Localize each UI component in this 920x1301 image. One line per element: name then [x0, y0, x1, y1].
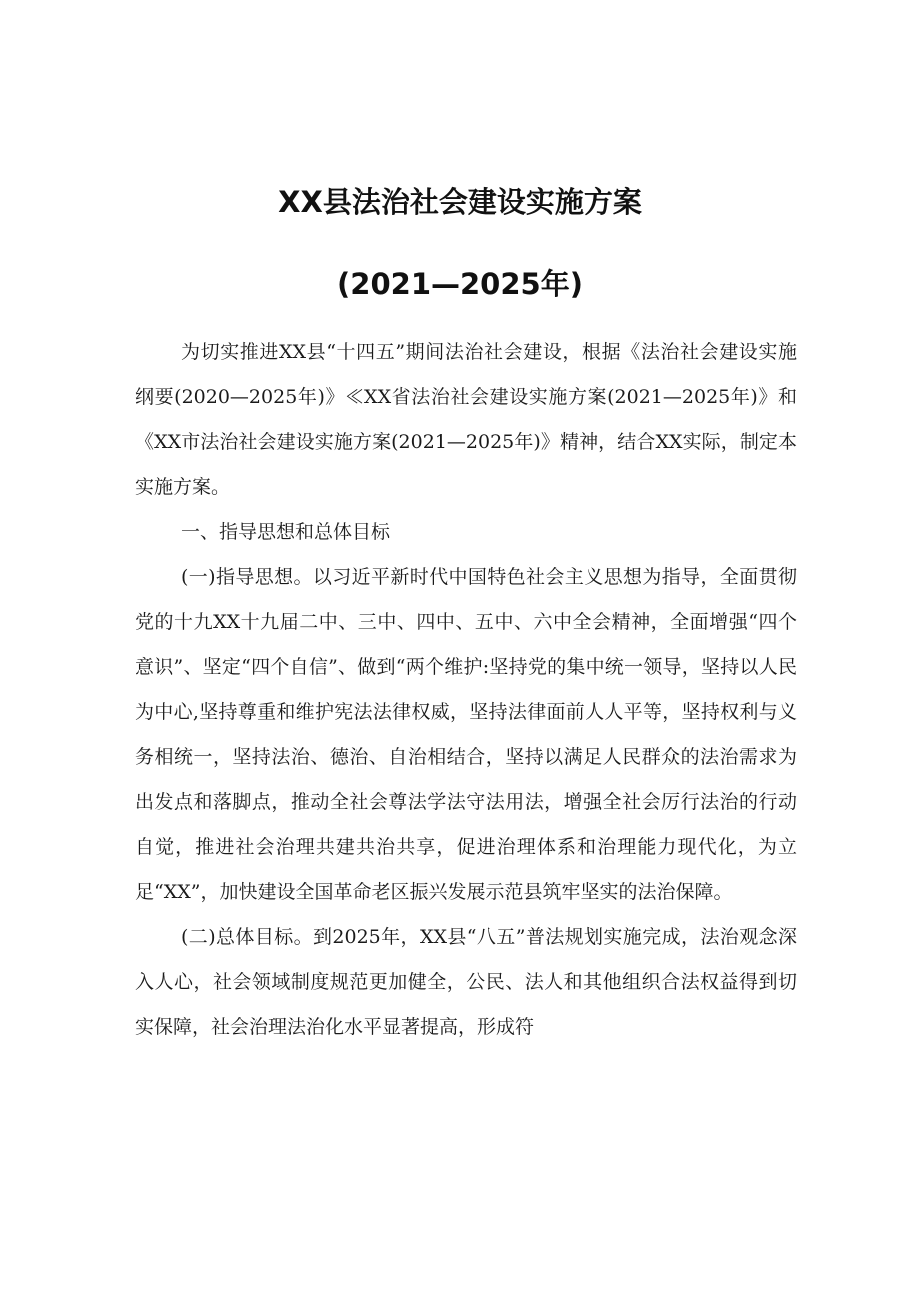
section-heading: 一、指导思想和总体目标	[181, 521, 391, 543]
overall-goal-paragraph: (二)总体目标。到2025年，XX县“八五”普法规划实施完成，法治观念深入人心，社会领域制度规范更加健全，公民、法人和其他组织合法权益得到切实保障，社会治理法治化水平显著提高，形成符	[135, 926, 797, 1038]
intro-paragraph: 为切实推进XX县“十四五”期间法治社会建设，根据《法治社会建设实施纲要(2020—2025年)》≪XX省法治社会建设实施方案(2021—2025年)》和《XX市法治社会建设实施方案(2021—2025年)》精神，结合XX实际，制定本实施方案。	[135, 341, 797, 498]
guiding-thought-paragraph: (一)指导思想。以习近平新时代中国特色社会主义思想为指导，全面贯彻党的十九XX十九届二中、三中、四中、五中、六中全会精神，全面增强“四个意识”、坚定“四个自信”、做到“两个维护:坚持党的集中统一领导，坚持以人民为中心,坚持尊重和维护宪法法律权威，坚持法律面前人人平等，坚持权利与义务相统一，坚持法治、德治、自治相结合，坚持以满足人民群众的法治需求为出发点和落脚点，推动全社会尊法学法守法用法，增强全社会厉行法治的行动自觉，推进社会治理共建共治共享，促进治理体系和治理能力现代化，为立足“XX”，加快建设全国革命老区振兴发展示范县筑牢坚实的法治保障。	[135, 566, 797, 903]
document-subtitle: (2021—2025年)	[337, 267, 583, 301]
document-body	[135, 330, 797, 1050]
document-title: XX县法治社会建设实施方案	[278, 185, 642, 219]
